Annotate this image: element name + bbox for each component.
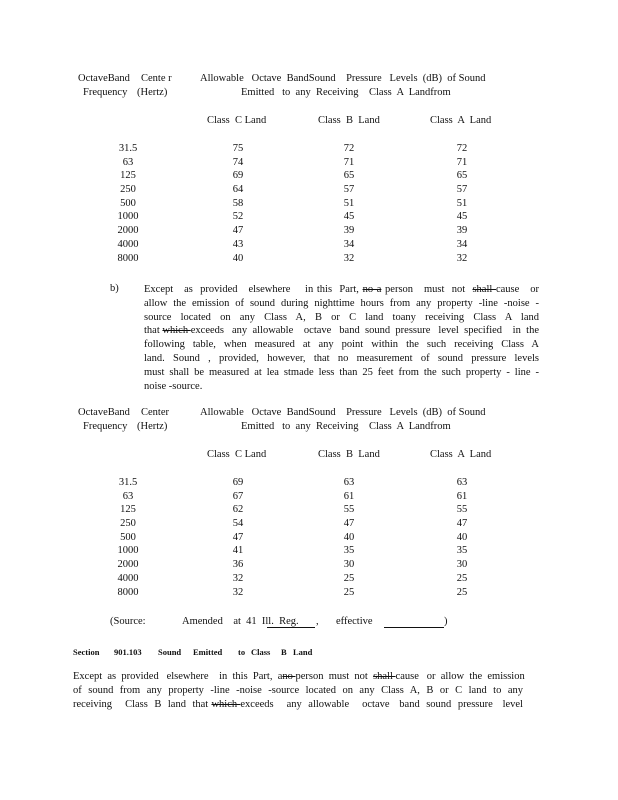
table-cell: 35: [343, 545, 355, 557]
table2-col-octave: OctaveBand: [78, 407, 130, 418]
table-cell: 57: [456, 184, 468, 196]
table-cell: 45: [343, 211, 355, 223]
table1-class-c-column: [226, 142, 250, 265]
table2-col-frequency: Frequency: [83, 421, 128, 432]
table-cell: 47: [456, 518, 468, 530]
table-cell: 72: [343, 143, 355, 154]
table-cell: 34: [456, 238, 468, 250]
table1-col-hertz: (Hertz): [137, 87, 168, 98]
source-note-amended: Amended at 41 Ill. Reg.: [182, 616, 299, 627]
section-paragraph-line-3: [73, 698, 523, 712]
section-title-word: Class: [251, 647, 271, 657]
section-paragraph-line-1: [73, 670, 523, 684]
table-cell: 67: [232, 490, 244, 502]
table-cell: 34: [343, 238, 355, 250]
table-cell: 2000: [117, 559, 139, 571]
table-cell: 36: [232, 559, 244, 571]
table1-class-a-heading: Class A Land: [430, 115, 492, 126]
text-run: Except as provided elsewhere in this Part,: [144, 284, 363, 295]
section-paragraph-line-2: of sound from any property -line -noise -source located on any Class A, B or C land to any: [73, 684, 523, 696]
table2-frequency-column: [108, 476, 148, 599]
table-cell: 4000: [117, 572, 139, 584]
table-cell: 30: [343, 559, 355, 571]
table-cell: 31.5: [118, 477, 138, 488]
table-cell: 55: [343, 504, 355, 516]
section-number: 901.103: [114, 647, 142, 657]
table-cell: 40: [232, 252, 244, 264]
table-cell: 32: [232, 572, 244, 584]
table2-class-b-column: [337, 476, 361, 599]
table1-class-b-heading: Class B Land: [318, 115, 380, 126]
table-cell: 2000: [117, 225, 139, 237]
table2-class-a-column: [450, 476, 474, 599]
table-cell: 1000: [117, 211, 139, 223]
table-cell: 30: [456, 559, 468, 571]
table1-frequency-column: [108, 142, 148, 265]
table-cell: 72: [456, 143, 468, 154]
table-cell: 125: [120, 504, 136, 516]
table-cell: 25: [456, 572, 468, 584]
table-cell: 51: [343, 197, 355, 209]
table-cell: 31.5: [118, 143, 138, 154]
table-cell: 62: [232, 504, 244, 516]
strikethrough-text: shall: [472, 284, 496, 295]
table-cell: 45: [456, 211, 468, 223]
table-cell: 63: [343, 477, 355, 488]
table2-class-c-heading: Class C Land: [207, 449, 267, 460]
table-cell: 61: [456, 490, 468, 502]
table-cell: 65: [456, 170, 468, 182]
table-cell: 25: [343, 572, 355, 584]
table-cell: 51: [456, 197, 468, 209]
table-cell: 58: [232, 197, 244, 209]
table2-class-b-heading: Class B Land: [318, 449, 380, 460]
table-cell: 43: [232, 238, 244, 250]
text-run: exceeds any allowable octave band sound pressure level: [240, 698, 523, 710]
table-cell: 39: [456, 225, 468, 237]
source-note-prefix: (Source:: [110, 616, 146, 627]
table-cell: 32: [456, 252, 468, 264]
register-blank: [267, 617, 315, 628]
table1-col-center: Cente r: [141, 73, 172, 84]
table2-class-c-column: [226, 476, 250, 599]
table-cell: 63: [122, 490, 134, 502]
table-cell: 55: [456, 504, 468, 516]
table-cell: 500: [120, 197, 136, 209]
paragraph-b-line-3: source located on any Class A, B or C land toany receiving Class A land: [144, 311, 539, 323]
table-cell: 69: [232, 170, 244, 182]
table1-class-a-column: [450, 142, 474, 265]
table-cell: 25: [456, 586, 468, 598]
table1-header-line1: Allowable Octave BandSound Pressure Levels (dB) of Sound: [200, 73, 486, 84]
table-cell: 40: [456, 531, 468, 543]
table2-col-center: Center: [141, 407, 169, 418]
table-cell: 63: [122, 156, 134, 168]
source-note-comma: ,: [316, 616, 319, 627]
paragraph-b-line-4: [144, 324, 539, 338]
table-cell: 35: [456, 545, 468, 557]
table-cell: 500: [120, 531, 136, 543]
text-run: person must not: [295, 671, 374, 682]
table-cell: 4000: [117, 238, 139, 250]
table-cell: 64: [232, 184, 244, 196]
source-note-close: ): [444, 616, 448, 627]
table-cell: 52: [232, 211, 244, 223]
strikethrough-text: no: [282, 671, 296, 682]
text-run: cause or allow the emission: [395, 671, 525, 682]
table1-col-frequency: Frequency: [83, 87, 128, 98]
table1-header-line2: Emitted to any Receiving Class A Landfrom: [241, 87, 451, 98]
paragraph-b-line-5: following table, when measured at any point within the such receiving Class A: [144, 339, 539, 351]
effective-date-blank: [384, 617, 444, 628]
section-title-word: to: [238, 647, 246, 657]
table1-class-c-heading: Class C Land: [207, 115, 267, 126]
paragraph-b: [144, 283, 539, 393]
table-cell: 75: [232, 143, 244, 154]
text-run: Except as provided elsewhere in this Part, a: [73, 671, 283, 682]
table-cell: 69: [232, 477, 244, 488]
table-cell: 40: [343, 531, 355, 543]
table-cell: 32: [232, 586, 244, 598]
table2-header-line1: Allowable Octave BandSound Pressure Levels (dB) of Sound: [200, 407, 486, 418]
paragraph-b-line-1: [144, 283, 539, 297]
table-cell: 8000: [117, 252, 139, 264]
section-title-word: Land: [293, 647, 313, 657]
table-cell: 71: [343, 156, 355, 168]
text-run: cause or: [495, 284, 539, 295]
text-run: that: [144, 325, 163, 337]
table-cell: 47: [232, 531, 244, 543]
table-cell: 250: [120, 184, 136, 196]
table-cell: 250: [120, 518, 136, 530]
source-note-effective: effective: [336, 616, 373, 627]
table-cell: 74: [232, 156, 244, 168]
text-run: person must not: [381, 284, 473, 295]
table-cell: 47: [232, 225, 244, 237]
table-cell: 71: [456, 156, 468, 168]
paragraph-b-line-8: noise -source.: [144, 380, 203, 392]
table-cell: 63: [456, 477, 468, 488]
section-title-word: Emitted: [193, 647, 223, 657]
table2-header-line2: Emitted to any Receiving Class A Landfrom: [241, 421, 451, 432]
strikethrough-text: which: [162, 325, 191, 337]
paragraph-b-label: b): [110, 283, 119, 294]
strikethrough-text: which: [211, 698, 241, 710]
table2-col-hertz: (Hertz): [137, 421, 168, 432]
strikethrough-text: no a: [362, 284, 382, 295]
table-cell: 39: [343, 225, 355, 237]
paragraph-b-line-2: allow the emission of sound during nighttime hours from any property -line -noise -: [144, 297, 539, 309]
table-cell: 32: [343, 252, 355, 264]
table-cell: 41: [232, 545, 244, 557]
table-cell: 54: [232, 518, 244, 530]
section-title-word: B: [281, 647, 287, 657]
paragraph-b-line-7: must shall be measured at lea stmade less than 25 feet from the such property - line -: [144, 366, 539, 378]
table2-class-a-heading: Class A Land: [430, 449, 492, 460]
section-label: Section: [73, 647, 100, 657]
text-run: exceeds any allowable octave band sound pressure level specified in the: [190, 325, 539, 337]
paragraph-b-line-6: land. Sound , provided, however, that no measurement of sound pressure levels: [144, 352, 539, 364]
section-title-word: Sound: [158, 647, 182, 657]
table1-col-octave: OctaveBand: [78, 73, 130, 84]
strikethrough-text: shall: [373, 671, 396, 682]
text-run: receiving Class B land that: [73, 698, 212, 710]
section-paragraph: [73, 670, 523, 711]
table-cell: 125: [120, 170, 136, 182]
table-cell: 61: [343, 490, 355, 502]
table-cell: 57: [343, 184, 355, 196]
table-cell: 8000: [117, 586, 139, 598]
table-cell: 65: [343, 170, 355, 182]
table1-class-b-column: [337, 142, 361, 265]
table-cell: 25: [343, 586, 355, 598]
table-cell: 1000: [117, 545, 139, 557]
table-cell: 47: [343, 518, 355, 530]
